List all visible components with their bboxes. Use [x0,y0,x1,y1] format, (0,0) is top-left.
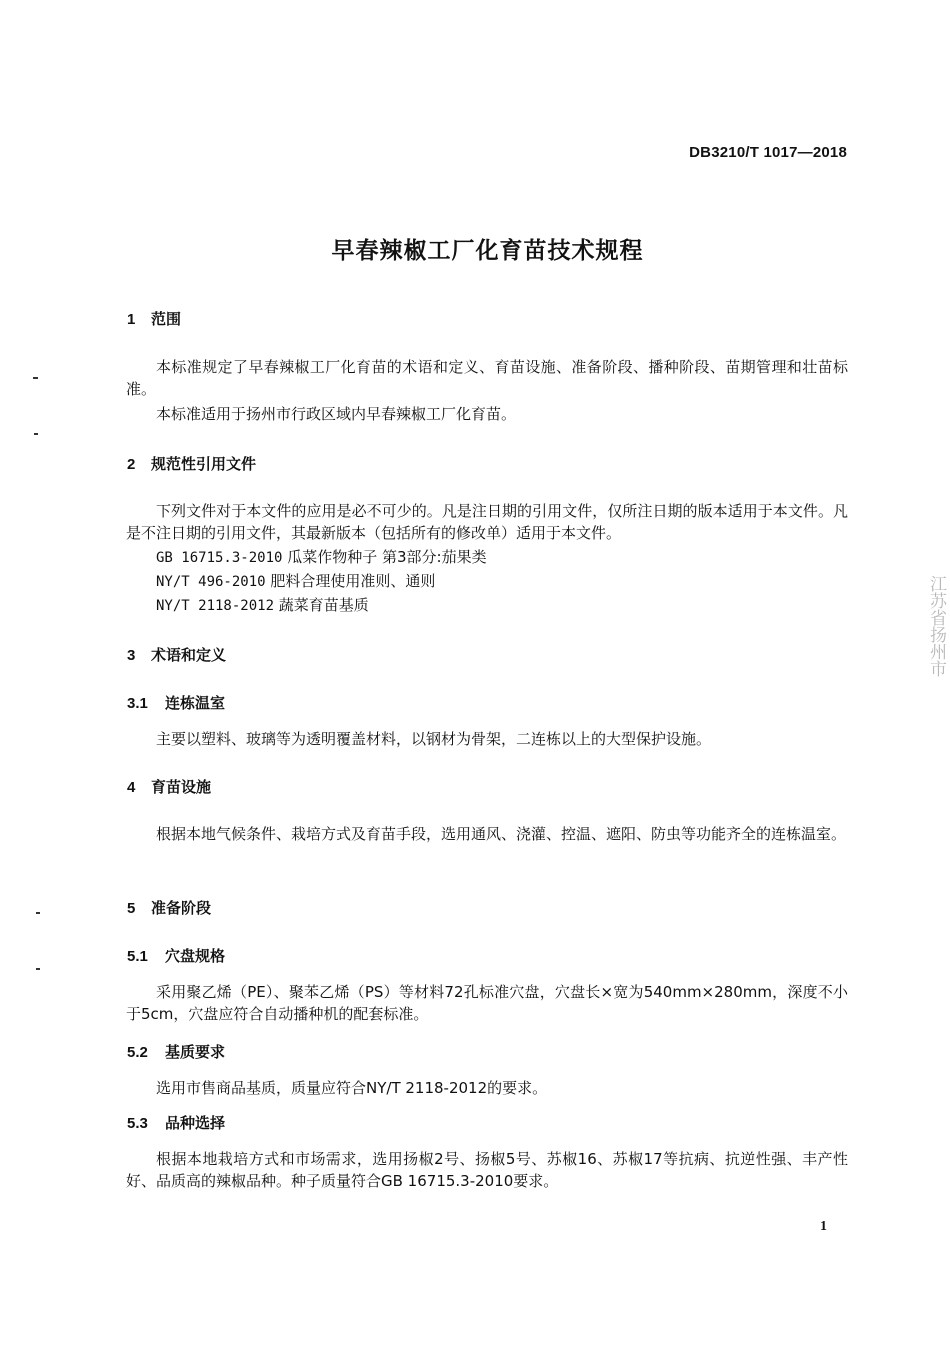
page-number: 1 [820,1219,827,1234]
section-5-2-paragraph: 选用市售商品基质，质量应符合NY/T 2118-2012的要求。 [156,1079,548,1097]
section-5-3-paragraph: 根据本地栽培方式和市场需求，选用扬椒2号、扬椒5号、苏椒16、苏椒17等抗病、抗逆性强、丰产性好、品质高的辣椒品种。种子质量符合GB 16715.3-2010要求。 [126,1150,848,1190]
section-3-1-paragraph: 主要以塑料、玻璃等为透明覆盖材料，以钢材为骨架，二连栋以上的大型保护设施。 [156,730,712,748]
scan-mark [36,912,40,914]
section-3-1-heading: 3.1 连栋温室 [127,694,226,712]
scan-mark [34,433,38,435]
section-3-heading: 3 术语和定义 [127,646,227,664]
reference-2: NY/T 496-2010 肥料合理使用准则、通则 [156,572,436,590]
section-2-heading: 2 规范性引用文件 [127,455,257,473]
section-5-1-paragraph: 采用聚乙烯（PE）、聚苯乙烯（PS）等材料72孔标准穴盘，穴盘长×宽为540mm×280mm，深度不小于5cm，穴盘应符合自动播种机的配套标准。 [126,983,848,1023]
scan-mark [36,968,40,970]
section-5-3-heading: 5.3 品种选择 [127,1114,226,1132]
section-4-heading: 4 育苗设施 [127,778,212,796]
section-1-heading: 1 范围 [127,310,182,328]
section-4-paragraph: 根据本地气候条件、栽培方式及育苗手段，选用通风、浇灌、控温、遮阳、防虫等功能齐全的连栋温室。 [156,825,847,843]
section-5-heading: 5 准备阶段 [127,899,212,917]
section-5-2-heading: 5.2 基质要求 [127,1043,226,1061]
scan-mark [33,377,38,379]
reference-3: NY/T 2118-2012 蔬菜育苗基质 [156,596,369,614]
section-1-paragraph-1: 本标准规定了早春辣椒工厂化育苗的术语和定义、育苗设施、准备阶段、播种阶段、苗期管理和壮苗标准。 [126,358,848,398]
section-5-1-heading: 5.1 穴盘规格 [127,947,226,965]
document-code: DB3210/T 1017—2018 [689,144,847,161]
document-title: 早春辣椒工厂化育苗技术规程 [331,238,644,264]
reference-1: GB 16715.3-2010 瓜菜作物种子 第3部分:茄果类 [156,548,487,566]
edge-stamp: 江苏省扬州市 [926,575,946,677]
section-2-paragraph-1: 下列文件对于本文件的应用是必不可少的。凡是注日期的引用文件，仅所注日期的版本适用于本文件。凡是不注日期的引用文件，其最新版本（包括所有的修改单）适用于本文件。 [126,502,848,542]
section-1-paragraph-2: 本标准适用于扬州市行政区域内早春辣椒工厂化育苗。 [156,405,517,423]
